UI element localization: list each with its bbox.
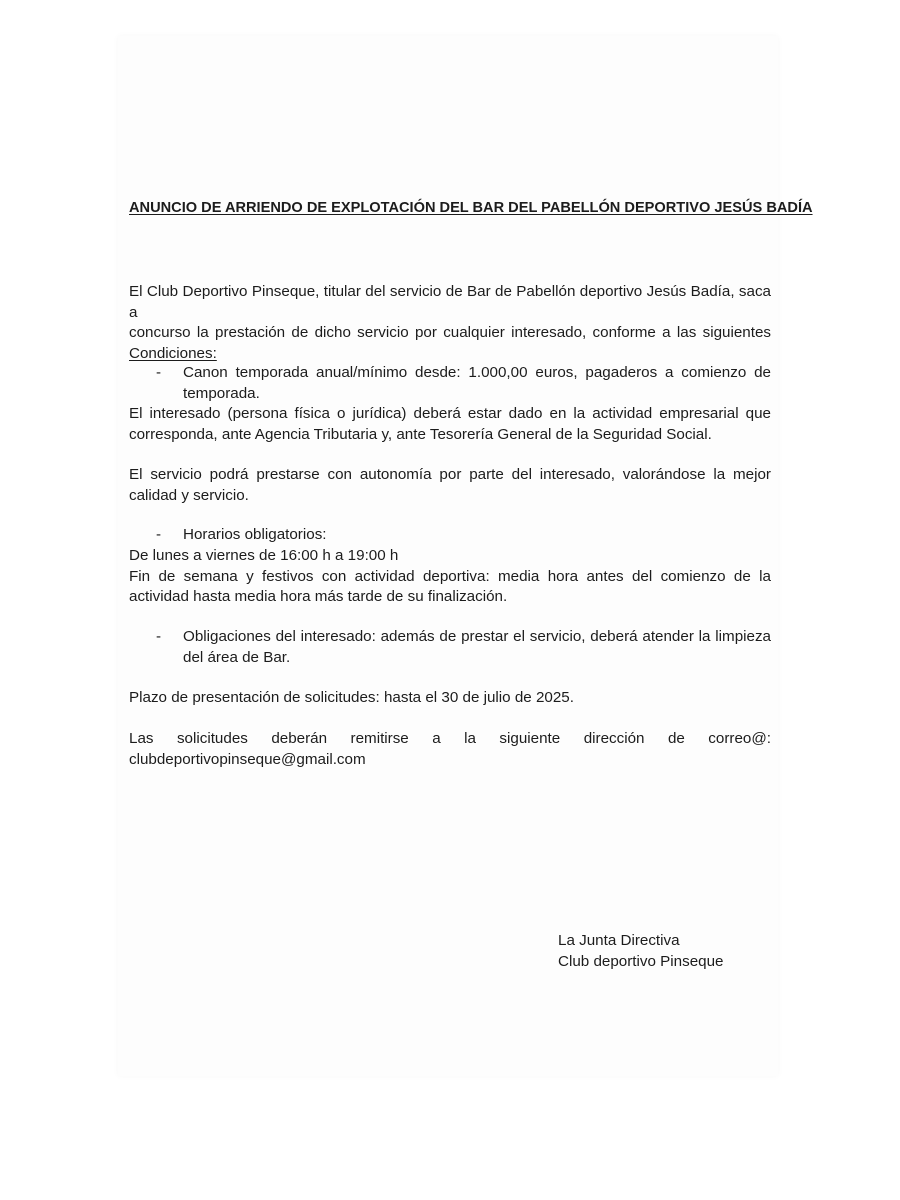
obligaciones-line-2: del área de Bar. [183, 648, 291, 666]
conditions-heading: Condiciones: [129, 344, 217, 362]
servicio-line-2: calidad y servicio. [129, 486, 249, 504]
document-title: ANUNCIO DE ARRIENDO DE EXPLOTACIÓN DEL BAR DEL PABELLÓN DEPORTIVO JESÚS BADÍA [129, 200, 813, 216]
interesado-line-2: corresponda, ante Agencia Tributaria y, ante Tesorería General de la Seguridad Social. [129, 425, 712, 443]
canon-line-2: temporada. [183, 384, 260, 402]
bullet-canon [129, 363, 771, 404]
plazo-line: Plazo de presentación de solicitudes: hasta el 30 de julio de 2025. [129, 689, 574, 706]
intro-line-2: concurso la prestación de dicho servicio por cualquier interesado, conforme a las siguientes [129, 324, 771, 341]
bullet-dash: - [156, 526, 162, 543]
horarios-line-2: Fin de semana y festivos con actividad deportiva: media hora antes del comienzo de la [129, 567, 771, 585]
signature-line-2: Club deportivo Pinseque [558, 952, 724, 970]
bullet-horarios [129, 525, 771, 546]
solicitudes-paragraph [129, 729, 771, 770]
horarios-heading: Horarios obligatorios: [183, 526, 327, 543]
horarios-paragraph [129, 546, 771, 608]
contact-email: clubdeportivopinseque@gmail.com [129, 750, 366, 768]
servicio-line-1: El servicio podrá prestarse con autonomía por parte del interesado, valorándose la mejor [129, 466, 771, 483]
bullet-obligaciones [129, 627, 771, 668]
interesado-line-1: El interesado (persona física o jurídica) deberá estar dado en la actividad empresarial que [129, 405, 771, 422]
bullet-dash: - [156, 628, 162, 645]
intro-line-1: El Club Deportivo Pinseque, titular del servicio de Bar de Pabellón deportivo Jesús Badía, saca a [129, 283, 771, 321]
plazo-paragraph [129, 688, 771, 709]
signature-block [558, 931, 723, 972]
obligaciones-line-1: Obligaciones del interesado: además de prestar el servicio, deberá atender la limpieza [183, 628, 771, 645]
intro-paragraph [129, 282, 771, 364]
horarios-line-1: De lunes a viernes de 16:00 h a 19:00 h [129, 547, 399, 564]
canon-line-1: Canon temporada anual/mínimo desde: 1.000,00 euros, pagaderos a comienzo de [183, 364, 771, 381]
servicio-paragraph [129, 465, 771, 506]
interesado-paragraph [129, 404, 771, 445]
solicitudes-line-1: Las solicitudes deberán remitirse a la siguiente dirección de correo@: [129, 730, 771, 747]
bullet-dash: - [156, 364, 162, 381]
horarios-line-3: actividad hasta media hora más tarde de su finalización. [129, 588, 508, 605]
signature-line-1: La Junta Directiva [558, 932, 680, 949]
